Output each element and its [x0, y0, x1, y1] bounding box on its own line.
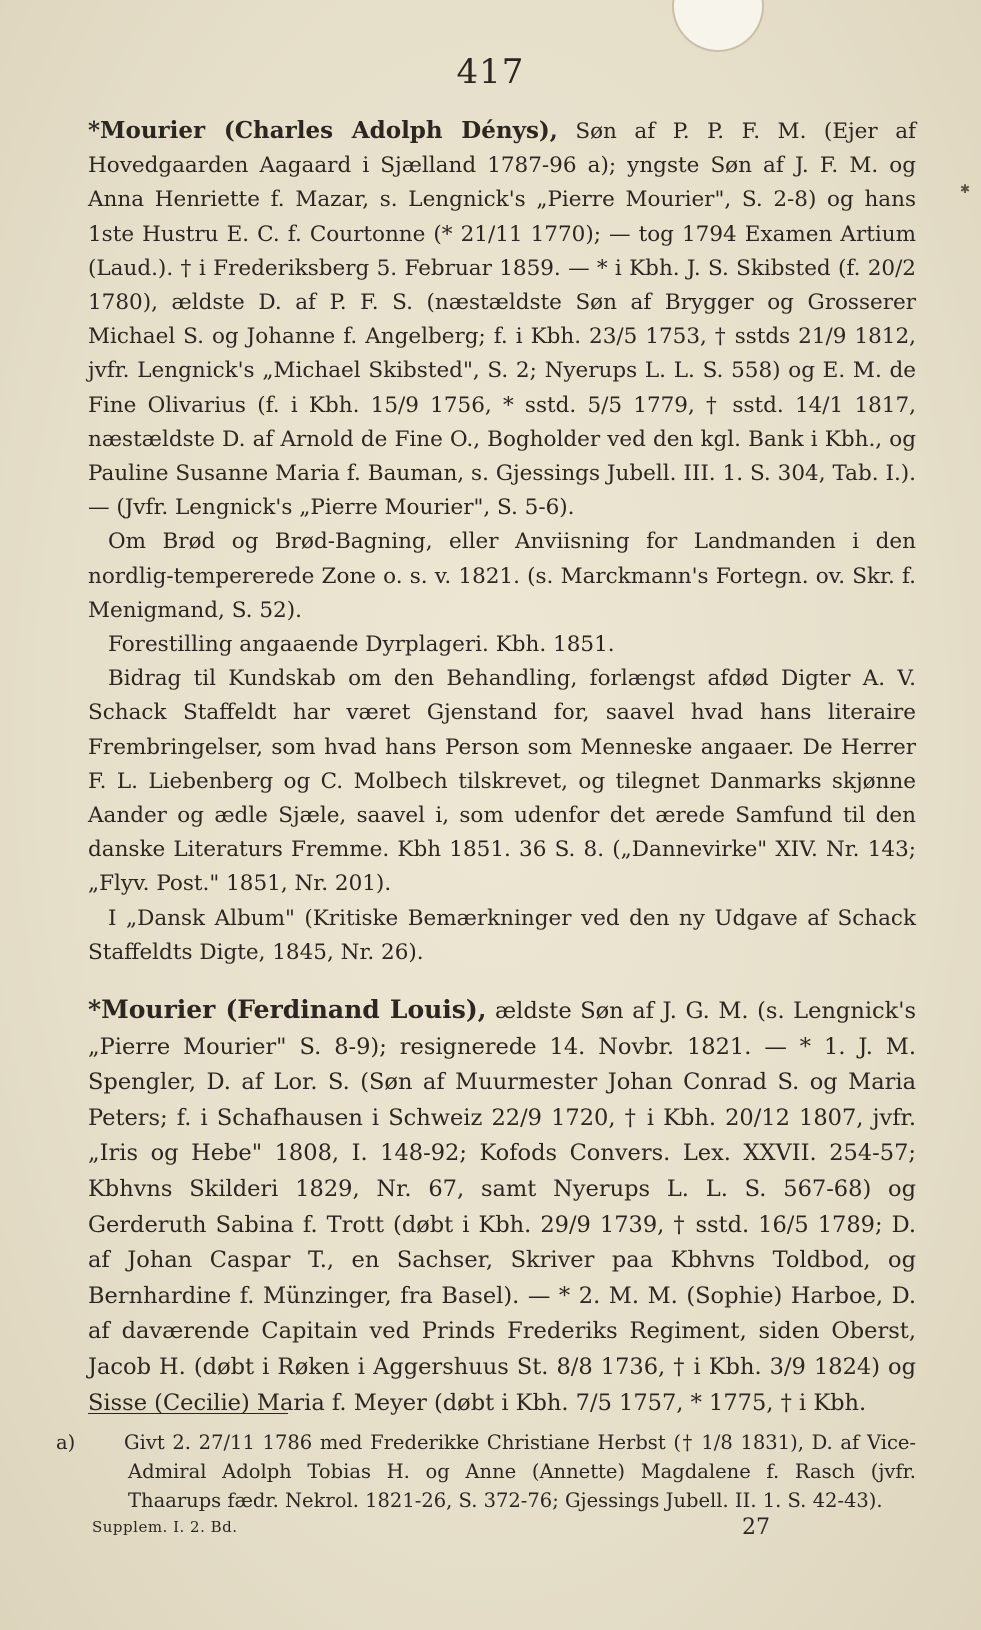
footnote-paragraph	[56, 1428, 916, 1515]
entry-paragraph	[88, 114, 916, 525]
entry-charles-mourier	[88, 114, 916, 970]
entry-paragraph	[88, 992, 916, 1421]
footnote-text: Givt 2. 27/11 1786 med Frederikke Christiane Herbst († 1/8 1831), D. af Vice-Admiral Adolph Tobias H. og Anne (Annette) Magdalene f. Rasch (jvfr. Thaarups fædr. Nekrol. 1821-26, S. 372-76; Gjessings Jubell. II. 1. S. 42-43).	[124, 1431, 916, 1512]
main-text	[88, 114, 916, 1421]
work-title: I „Dansk Album" (Kritiske Bemærkninger ved den ny Udgave af Schack Staffeldts Digte, 1845, Nr. 26).	[88, 905, 916, 965]
work-title: Forestilling angaaende Dyrplageri. Kbh. 1851.	[108, 632, 615, 658]
footnote	[56, 1428, 916, 1515]
sheet-number: 27	[742, 1515, 770, 1540]
work-title: Om Brød og Brød-Bagning, eller Anviisning for Landmanden i den nordlig-tempererede Zone o. s. v. 1821. (s. Marckmann's Fortegn. ov. Skr. f. Menigmand, S. 52).	[88, 529, 916, 623]
entry-text: Søn af P. P. F. M. (Ejer af Hovedgaarden Aagaard i Sjælland 1787-96 a); yngste Søn af J. F. M. og Anna Henriette f. Mazar, s. Lengnick's „Pierre Mourier", S. 2-8) og hans 1ste Hustru E. C. f. Courtonne (* 21/11 1770); — tog 1794 Examen Artium (Laud.). † i Frederiksberg 5. Februar 1859. — * i Kbh. J. S. Skibsted (f. 20/2 1780), ældste D. af P. F. S. (næstældste Søn af Brygger og Grosserer Michael S. og Johanne f. Angelberg; f. i Kbh. 23/5 1753, † sstds 21/9 1812, jvfr. Lengnick's „Michael Skibsted", S. 2; Nyerups L. L. S. 558) og E. M. de Fine Olivarius (f. i Kbh. 15/9 1756, * sstd. 5/5 1779, † sstd. 14/1 1817, næstældste D. af Arnold de Fine O., Bogholder ved den kgl. Bank i Kbh., og Pauline Susanne Maria f. Bauman, s. Gjessings Jubell. III. 1. S. 304, Tab. I.). — (Jvfr. Lengnick's „Pierre Mourier", S. 5-6).	[88, 119, 916, 521]
printer-signature: Supplem. I. 2. Bd.	[92, 1518, 238, 1536]
entry-headword: *Mourier (Ferdinand Louis),	[88, 995, 487, 1025]
entry-ferdinand-mourier	[88, 992, 916, 1421]
ink-speck: ✱	[960, 182, 971, 196]
entry-text: ældste Søn af J. G. M. (s. Lengnick's „Pierre Mourier" S. 8-9); resignerede 14. Novbr. 1821. — * 1. J. M. Spengler, D. af Lor. S. (Søn af Muurmester Johan Conrad S. og Maria Peters; f. i Schafhausen i Schweiz 22/9 1720, † i Kbh. 20/12 1807, jvfr. „Iris og Hebe" 1808, I. 148-92; Kofods Convers. Lex. XXVII. 254-57; Kbhvns Skilderi 1829, Nr. 67, samt Nyerups L. L. S. 567-68) og Gerderuth Sabina f. Trott (døbt i Kbh. 29/9 1739, † sstd. 16/5 1789; D. af Johan Caspar T., en Sachser, Skriver paa Kbhvns Toldbod, og Bernhardine f. Münzinger, fra Basel). — * 2. M. M. (Sophie) Harboe, D. af daværende Capitain ved Prinds Frederiks Regiment, siden Oberst, Jacob H. (døbt i Røken i Aggershuus St. 8/8 1736, † i Kbh. 3/9 1824) og Sisse (Cecilie) Maria f. Meyer (døbt i Kbh. 7/5 1757, * 1775, † i Kbh.	[88, 998, 916, 1416]
punch-hole	[672, 0, 764, 52]
entry-headword: *Mourier (Charles Adolph Dénys),	[88, 117, 558, 144]
footnote-rule	[88, 1413, 288, 1414]
page-number: 417	[456, 52, 525, 92]
work-title: Bidrag til Kundskab om den Behandling, forlængst afdød Digter A. V. Schack Staffeldt har været Gjenstand for, saavel hvad hans literaire Frembringelser, som hvad hans Person som Menneske angaaer. De Herrer F. L. Liebenberg og C. Molbech tilskrevet, og tilegnet Danmarks skjønne Aander og ædle Sjæle, saavel i, som udenfor det ærede Samfund til den danske Literaturs Fremme. Kbh 1851. 36 S. 8. („Dannevirke" XIV. Nr. 143; „Flyv. Post." 1851, Nr. 201).	[88, 666, 916, 897]
footnote-mark: a)	[56, 1431, 76, 1454]
